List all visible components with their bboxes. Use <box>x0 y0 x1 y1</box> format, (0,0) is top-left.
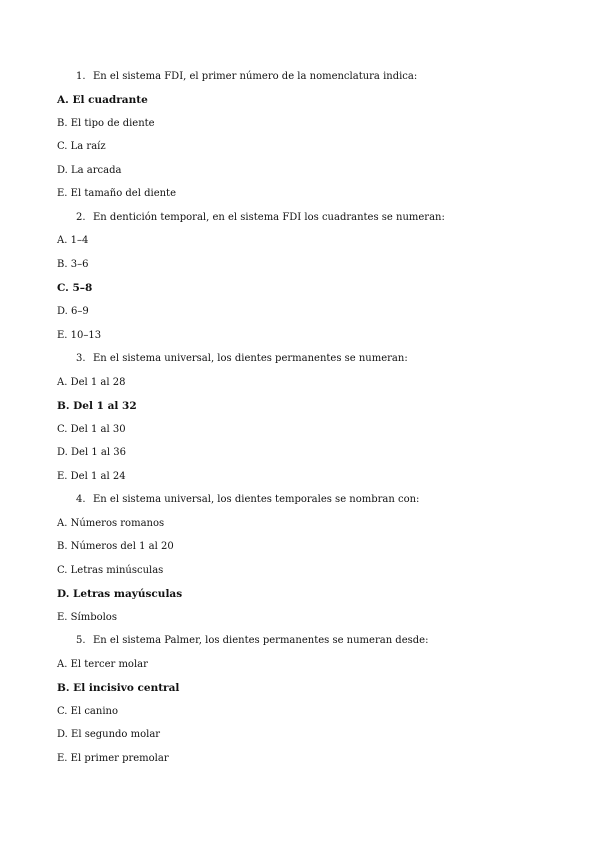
question-number: 5. <box>76 635 86 646</box>
option-2a: A. 1–4 <box>57 235 89 246</box>
question-5 <box>0 633 600 649</box>
option-3d: D. Del 1 al 36 <box>57 447 126 458</box>
option-5b: B. El incisivo central <box>57 682 180 694</box>
option-1d: D. La arcada <box>57 165 122 176</box>
question-number: 1. <box>76 71 86 82</box>
question-3 <box>0 351 600 367</box>
option-4e: E. Símbolos <box>57 612 117 623</box>
option-3c: C. Del 1 al 30 <box>57 424 126 435</box>
question-1 <box>0 69 600 85</box>
option-1b: B. El tipo de diente <box>57 118 155 129</box>
option-5c: C. El canino <box>57 706 118 717</box>
question-text: En el sistema universal, los dientes temporales se nombran con: <box>93 494 420 505</box>
option-2b: B. 3–6 <box>57 259 89 270</box>
option-4c: C. Letras minúsculas <box>57 565 164 576</box>
option-1e: E. El tamaño del diente <box>57 188 176 199</box>
question-text: En dentición temporal, en el sistema FDI los cuadrantes se numeran: <box>93 212 445 223</box>
option-2e: E. 10–13 <box>57 330 102 341</box>
question-number: 3. <box>76 353 86 364</box>
question-number: 4. <box>76 494 86 505</box>
question-text: En el sistema FDI, el primer número de la nomenclatura indica: <box>93 71 418 82</box>
option-4d: D. Letras mayúsculas <box>57 588 183 600</box>
option-3a: A. Del 1 al 28 <box>57 377 126 388</box>
option-1c: C. La raíz <box>57 141 106 152</box>
option-2c: C. 5–8 <box>57 282 93 294</box>
question-text: En el sistema universal, los dientes permanentes se numeran: <box>93 353 408 364</box>
question-2 <box>0 210 600 226</box>
option-1a: A. El cuadrante <box>57 94 148 106</box>
option-5e: E. El primer premolar <box>57 753 169 764</box>
question-4 <box>0 492 600 508</box>
option-5a: A. El tercer molar <box>57 659 148 670</box>
option-4b: B. Números del 1 al 20 <box>57 541 174 552</box>
option-3b: B. Del 1 al 32 <box>57 400 137 412</box>
option-5d: D. El segundo molar <box>57 729 161 740</box>
option-2d: D. 6–9 <box>57 306 89 317</box>
option-4a: A. Números romanos <box>57 518 165 529</box>
question-text: En el sistema Palmer, los dientes permanentes se numeran desde: <box>93 635 429 646</box>
option-3e: E. Del 1 al 24 <box>57 471 126 482</box>
question-number: 2. <box>76 212 86 223</box>
